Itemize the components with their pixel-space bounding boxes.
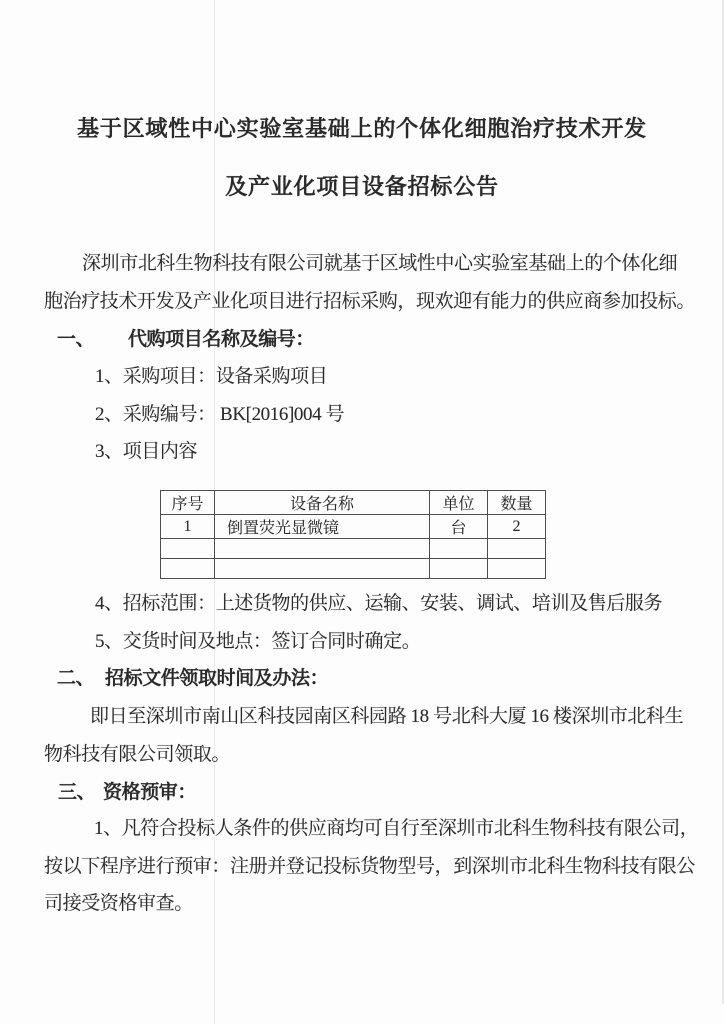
section-2-heading: 招标文件领取时间及办法： bbox=[105, 668, 329, 689]
table-cell-equipment-name bbox=[215, 539, 430, 559]
section-3-line-2: 按以下程序进行预审：注册并登记投标货物型号，到深圳市北科生物科技有限公 bbox=[44, 856, 696, 877]
section-3-line-1: 1、凡符合投标人条件的供应商均可自行至深圳市北科生物科技有限公司， bbox=[94, 818, 699, 839]
table-cell-quantity bbox=[488, 559, 546, 579]
table-row bbox=[161, 539, 546, 559]
section-2-line-2: 物科技有限公司领取。 bbox=[44, 744, 231, 765]
table-row bbox=[161, 515, 546, 539]
intro-line-2: 胞治疗技术开发及产业化项目进行招标采购，现欢迎有能力的供应商参加投标。 bbox=[44, 291, 696, 312]
section-1-item-4: 4、招标范围：上述货物的供应、运输、安装、调试、培训及售后服务 bbox=[95, 593, 663, 614]
section-3-line-3: 司接受资格审查。 bbox=[44, 893, 193, 914]
section-2-line-1: 即日至深圳市南山区科技园南区科园路 18 号北科大厦 16 楼深圳市北科生 bbox=[90, 706, 684, 727]
table-cell-equipment-name bbox=[215, 559, 430, 579]
section-2-number: 二、 bbox=[57, 668, 95, 689]
equipment-table-header-row bbox=[161, 491, 546, 515]
table-row bbox=[161, 559, 546, 579]
section-1-item-5: 5、交货时间及地点：签订合同时确定。 bbox=[95, 631, 421, 652]
section-3-number: 三、 bbox=[58, 782, 96, 803]
section-1-heading: 代购项目名称及编号： bbox=[128, 329, 315, 350]
equipment-table bbox=[160, 490, 546, 579]
table-cell-index: 1 bbox=[161, 515, 215, 539]
table-cell-unit bbox=[430, 559, 488, 579]
table-header-index: 序号 bbox=[161, 491, 215, 515]
table-header-unit: 单位 bbox=[430, 491, 488, 515]
table-cell-equipment-name: 倒置荧光显微镜 bbox=[215, 515, 430, 539]
table-header-equipment-name: 设备名称 bbox=[215, 491, 430, 515]
section-1-number: 一、 bbox=[57, 329, 95, 350]
table-cell-unit bbox=[430, 539, 488, 559]
section-3-heading: 资格预审： bbox=[103, 782, 197, 803]
table-cell-unit: 台 bbox=[430, 515, 488, 539]
table-cell-index bbox=[161, 559, 215, 579]
section-1-item-3: 3、项目内容 bbox=[95, 441, 198, 462]
page-title-line-2: 及产业化项目设备招标公告 bbox=[225, 174, 499, 199]
table-cell-index bbox=[161, 539, 215, 559]
intro-line-1: 深圳市北科生物科技有限公司就基于区域性中心实验室基础上的个体化细 bbox=[82, 253, 678, 274]
table-cell-quantity bbox=[488, 539, 546, 559]
page-title-line-1: 基于区域性中心实验室基础上的个体化细胞治疗技术开发 bbox=[76, 116, 647, 141]
section-1-item-1: 1、采购项目：设备采购项目 bbox=[95, 366, 328, 387]
table-cell-quantity: 2 bbox=[488, 515, 546, 539]
section-1-item-2: 2、采购编号： BK[2016]004 号 bbox=[95, 404, 345, 425]
table-header-quantity: 数量 bbox=[488, 491, 546, 515]
